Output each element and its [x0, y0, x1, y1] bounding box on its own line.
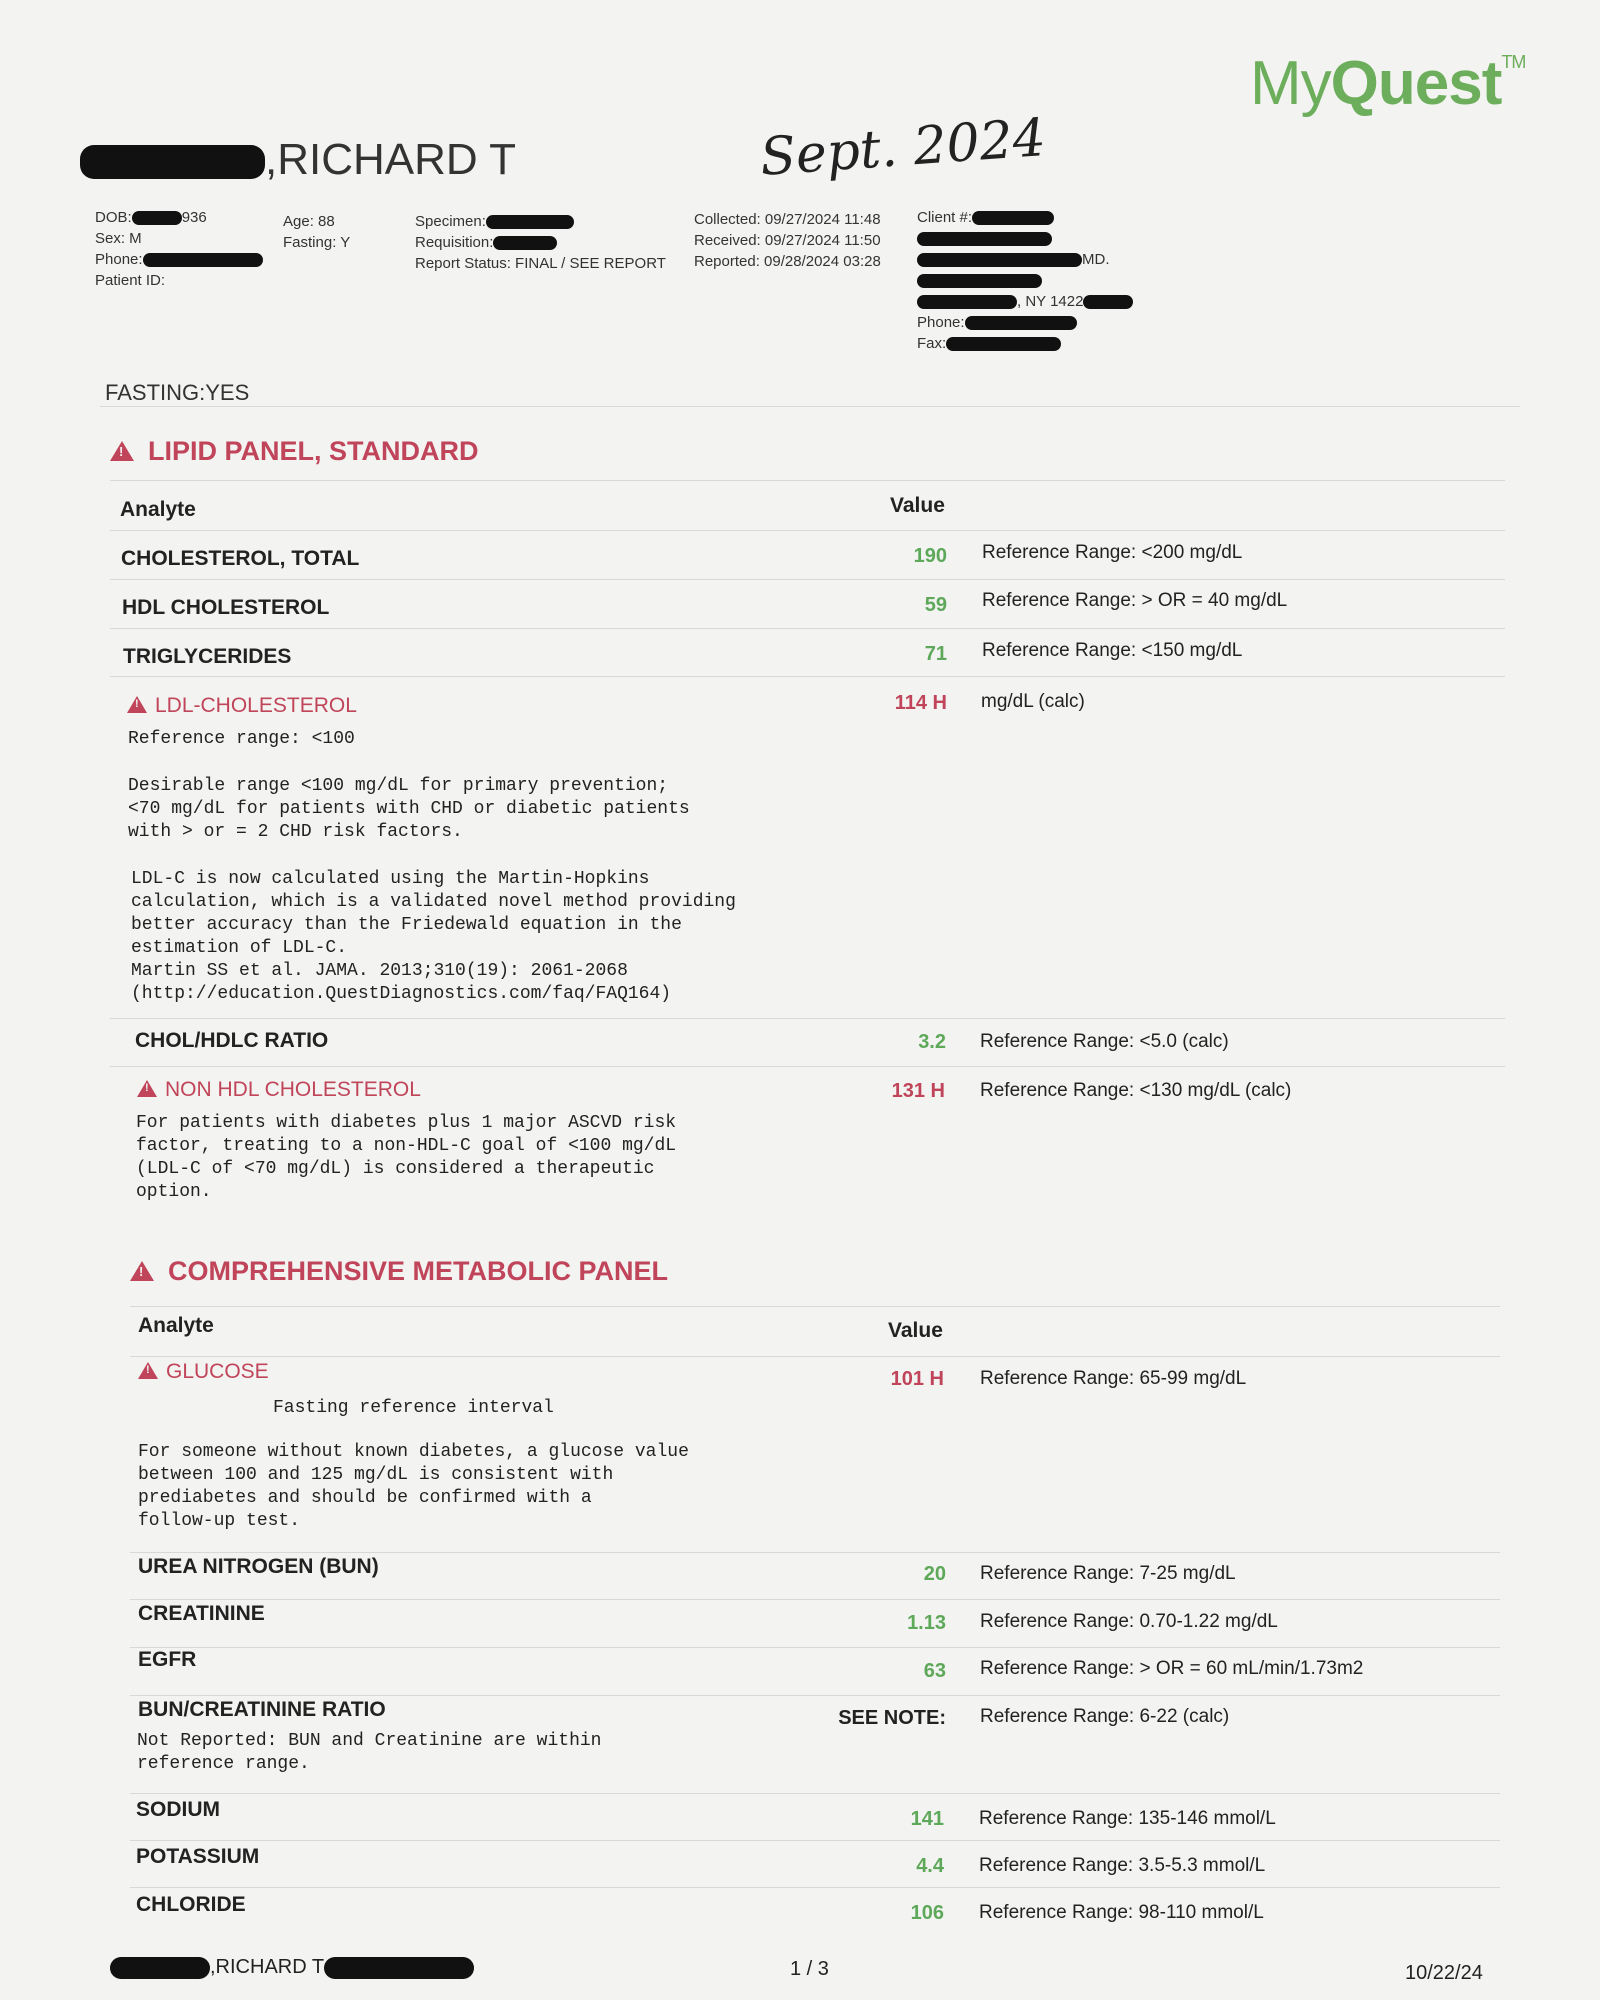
- redaction: [917, 295, 1017, 309]
- lipid-analyte-header: Analyte: [120, 498, 196, 521]
- analyte-name: CHOLESTEROL, TOTAL: [121, 547, 360, 570]
- reference-range: Reference Range: 6-22 (calc): [980, 1706, 1230, 1727]
- non-hdl-analyte: [137, 1078, 421, 1102]
- analyte-value: 190: [913, 545, 947, 567]
- analyte-name: CREATININE: [138, 1602, 265, 1625]
- analyte-value: 63: [923, 1660, 946, 1682]
- reference-range: Reference Range: <130 mg/dL (calc): [980, 1080, 1292, 1101]
- divider: [110, 480, 1505, 481]
- divider: [110, 530, 1505, 531]
- reference-range: Reference Range: 98-110 mmol/L: [979, 1902, 1264, 1923]
- analyte-value: 101 H: [890, 1368, 944, 1390]
- analyte-name: TRIGLYCERIDES: [123, 645, 292, 668]
- age: Age: 88: [283, 213, 335, 230]
- footer-name: ,RICHARD T: [210, 1956, 325, 1978]
- redaction: [132, 211, 182, 225]
- requisition-label: Requisition:: [415, 234, 494, 251]
- dob-partial: 936: [181, 209, 207, 226]
- analyte-name: LDL-CHOLESTEROL: [155, 694, 357, 717]
- print-date: 10/22/24: [1405, 1962, 1483, 1984]
- divider: [110, 1018, 1505, 1019]
- received-date: Received: 09/27/2024 11:50: [694, 232, 881, 249]
- divider: [130, 1840, 1500, 1841]
- divider: [130, 1793, 1500, 1794]
- reported-date: Reported: 09/28/2024 03:28: [694, 253, 881, 270]
- analyte-value: 71: [924, 643, 947, 665]
- cmp-analyte-header: Analyte: [138, 1314, 214, 1337]
- client-city: , NY 1422: [1017, 293, 1084, 310]
- reference-range: Reference Range: <200 mg/dL: [982, 542, 1243, 563]
- analyte-name: BUN/CREATININE RATIO: [138, 1698, 386, 1721]
- divider: [130, 1887, 1500, 1888]
- redaction: [486, 215, 574, 229]
- divider: [130, 1306, 1500, 1307]
- patient-id-label: Patient ID:: [95, 272, 166, 289]
- redaction: [972, 211, 1054, 225]
- fasting-line: FASTING:YES: [105, 380, 250, 405]
- reference-range: Reference Range: <5.0 (calc): [980, 1031, 1229, 1052]
- divider: [110, 628, 1505, 629]
- page-number: 1 / 3: [790, 1958, 829, 1980]
- analyte-value: 131 H: [891, 1080, 945, 1102]
- lipid-value-header: Value: [890, 494, 945, 517]
- collected-date: Collected: 09/27/2024 11:48: [694, 211, 881, 228]
- redaction: [324, 1957, 474, 1979]
- reference-range: mg/dL (calc): [981, 691, 1085, 712]
- fasting-flag: Fasting: Y: [283, 234, 351, 251]
- logo-tm: TM: [1501, 52, 1526, 72]
- cmp-title: [130, 1256, 668, 1287]
- analyte-value: 1.13: [907, 1612, 946, 1634]
- reference-range: Reference Range: > OR = 60 mL/min/1.73m2: [980, 1658, 1364, 1679]
- reference-range: Reference Range: <150 mg/dL: [982, 640, 1243, 661]
- dates-info: [694, 209, 881, 272]
- client-info: [917, 207, 1133, 354]
- cmp-value-header: Value: [888, 1319, 943, 1342]
- client-phone-label: Phone:: [917, 314, 965, 331]
- client-fax-label: Fax:: [917, 335, 947, 352]
- phone-label: Phone:: [95, 251, 143, 268]
- analyte-name: HDL CHOLESTEROL: [122, 596, 330, 619]
- divider: [130, 1552, 1500, 1553]
- analyte-value: SEE NOTE:: [838, 1707, 946, 1729]
- redaction: [143, 253, 263, 267]
- logo-quest: Quest: [1330, 49, 1502, 118]
- reference-range: Reference Range: 3.5-5.3 mmol/L: [979, 1855, 1266, 1876]
- analyte-value: 3.2: [918, 1031, 946, 1053]
- analyte-name: UREA NITROGEN (BUN): [138, 1555, 379, 1578]
- warning-icon: [138, 1362, 158, 1379]
- client-label: Client #:: [917, 209, 973, 226]
- analyte-name: SODIUM: [136, 1798, 220, 1821]
- ldl-note: Reference range: <100: [128, 729, 355, 749]
- redaction: [917, 253, 1082, 267]
- analyte-name: CHOL/HDLC RATIO: [135, 1029, 329, 1052]
- patient-name-text: ,RICHARD T: [265, 135, 516, 184]
- reference-range: Reference Range: 0.70-1.22 mg/dL: [980, 1611, 1278, 1632]
- divider: [110, 676, 1505, 677]
- patient-name: [80, 135, 516, 185]
- analyte-value: 20: [923, 1563, 946, 1585]
- redaction: [965, 316, 1077, 330]
- warning-icon: [110, 441, 134, 461]
- redaction: [80, 145, 265, 179]
- glucose-note: Fasting reference interval: [273, 1398, 554, 1418]
- warning-icon: [130, 1261, 154, 1281]
- divider: [130, 1647, 1500, 1648]
- non-hdl-note: For patients with diabetes plus 1 major ASCVD risk factor, treating to a non-HDL-C goal of <100 mg/dL (LDL-C of <70 mg/dL) is considered a therapeutic option.: [136, 1113, 677, 1202]
- glucose-analyte: [138, 1360, 269, 1384]
- logo-my: My: [1250, 49, 1331, 118]
- age-fasting: [283, 211, 350, 253]
- divider: [110, 579, 1505, 580]
- ldl-note: Desirable range <100 mg/dL for primary prevention; <70 mg/dL for patients with CHD or diabetic patients with > or = 2 CHD risk factors.: [128, 776, 690, 842]
- analyte-name: POTASSIUM: [136, 1845, 260, 1868]
- redaction: [110, 1957, 210, 1979]
- sex: Sex: M: [95, 230, 142, 247]
- lipid-panel-title-text: LIPID PANEL, STANDARD: [148, 436, 479, 466]
- analyte-value: 106: [910, 1902, 944, 1924]
- analyte-value: 4.4: [916, 1855, 944, 1877]
- cmp-title-text: COMPREHENSIVE METABOLIC PANEL: [168, 1256, 669, 1286]
- specimen-info: [415, 211, 666, 274]
- analyte-value: 141: [910, 1808, 944, 1830]
- footer-patient: [110, 1956, 474, 1979]
- analyte-name: GLUCOSE: [166, 1360, 269, 1383]
- analyte-name: EGFR: [138, 1648, 197, 1671]
- redaction: [917, 232, 1052, 246]
- divider: [100, 406, 1520, 407]
- divider: [130, 1695, 1500, 1696]
- handwritten-date: Sept. 2024: [758, 108, 1048, 188]
- reference-range: Reference Range: 7-25 mg/dL: [980, 1563, 1236, 1584]
- analyte-name: CHLORIDE: [136, 1893, 246, 1916]
- reference-range: Reference Range: 65-99 mg/dL: [980, 1368, 1247, 1389]
- bun-ratio-note: Not Reported: BUN and Creatinine are within reference range.: [137, 1731, 602, 1774]
- redaction: [1083, 295, 1133, 309]
- analyte-value: 59: [924, 594, 947, 616]
- report-status: Report Status: FINAL / SEE REPORT: [415, 255, 666, 272]
- myquest-logo: [1250, 48, 1525, 119]
- redaction: [493, 236, 557, 250]
- divider: [110, 1066, 1505, 1067]
- dob-label: DOB:: [95, 209, 132, 226]
- divider: [130, 1599, 1500, 1600]
- ldl-analyte: [127, 694, 357, 718]
- specimen-label: Specimen:: [415, 213, 486, 230]
- divider: [130, 1356, 1500, 1357]
- reference-range: Reference Range: 135-146 mmol/L: [979, 1808, 1276, 1829]
- warning-icon: [127, 696, 147, 713]
- analyte-value: 114 H: [894, 692, 947, 714]
- ldl-note: LDL-C is now calculated using the Martin-Hopkins calculation, which is a validated novel method providing better accuracy than the Friedewald equation in the estimation of LDL-C. Martin SS et al. JAMA. 2013;310(19): 2061-2068 (http://education.QuestDiagnostics.com/faq/FAQ164): [131, 869, 736, 1004]
- reference-range: Reference Range: > OR = 40 mg/dL: [982, 590, 1288, 611]
- analyte-name: NON HDL CHOLESTEROL: [165, 1078, 421, 1101]
- redaction: [917, 274, 1042, 288]
- lipid-panel-title: [110, 436, 479, 467]
- redaction: [946, 337, 1061, 351]
- doctor-suffix: MD.: [1082, 251, 1110, 268]
- patient-meta: [95, 207, 263, 291]
- glucose-note: For someone without known diabetes, a glucose value between 100 and 125 mg/dL is consistent with prediabetes and should be confirmed with a follow-up test.: [138, 1442, 689, 1531]
- warning-icon: [137, 1080, 157, 1097]
